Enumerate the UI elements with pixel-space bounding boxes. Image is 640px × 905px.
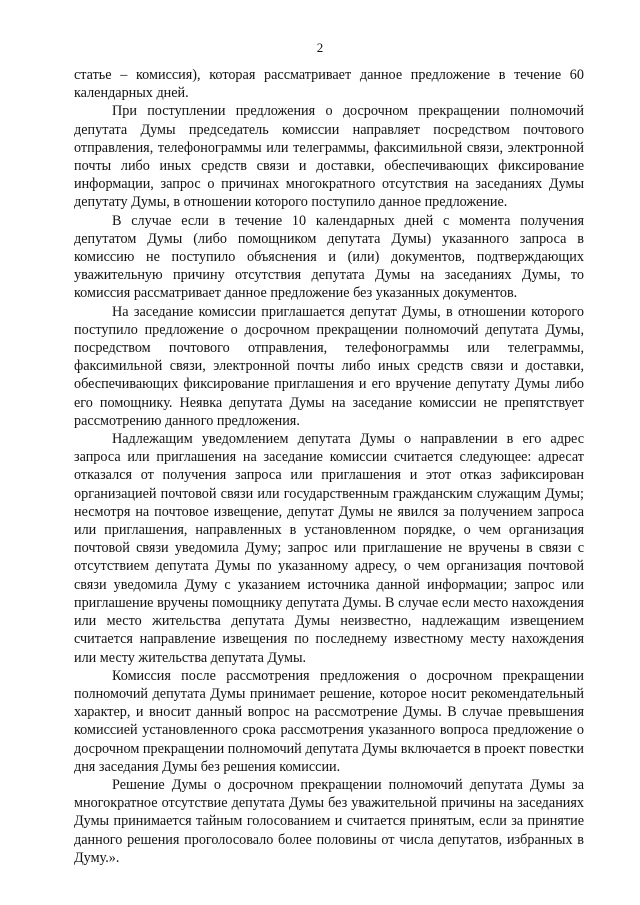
- document-body: [74, 66, 584, 867]
- page-number: 2: [316, 40, 324, 55]
- paragraph-commission-decision: Комиссия после рассмотрения предложения о досрочном прекращении полномочий депутата Думы принимает решение, которое носит рекомендательный характер, и вносит данный вопрос на рассмотрение Думы. В случае превышения комиссией установленного срока рассмотрения указанного вопроса предложение о досрочном прекращении полномочий депутата Думы включается в проект повестки дня заседания Думы без решения комиссии.: [74, 667, 584, 775]
- paragraph-request-procedure: При поступлении предложения о досрочном прекращении полномочий депутата Думы председатель комиссии направляет посредством почтового отправления, телефонограммы или телеграммы, факсимильной связи, электронной почты либо иных средств связи и доставки, обеспечивающих фиксирование информации, запрос о причинах многократного отсутствия на заседаниях Думы депутату Думы, в отношении которого поступило данное предложение.: [74, 103, 584, 211]
- paragraph-invitation: На заседание комиссии приглашается депутат Думы, в отношении которого поступило предложение о досрочном прекращении полномочий депутата Думы, посредством почтового отправления, телефонограммы или телеграммы, факсимильной связи, электронной почты либо иных средств связи и доставки, обеспечивающих фиксирование приглашения и его вручение депутату Думы либо его помощнику. Неявка депутата Думы на заседание комиссии не препятствует рассмотрению данного предложения.: [74, 303, 584, 429]
- paragraph-continuation: статье – комиссия), которая рассматривает данное предложение в течение 60 календарных дней.: [74, 67, 584, 102]
- paragraph-duma-decision: Решение Думы о досрочном прекращении полномочий депутата Думы за многократное отсутствие депутата Думы без уважительной причины на заседаниях Думы принимается тайным голосованием и считается принятым, если за принятие данного решения проголосовало более половины от числа депутатов, избранных в Думу.».: [74, 776, 584, 866]
- paragraph-proper-notification: Надлежащим уведомлением депутата Думы о направлении в его адрес запроса или приглашения на заседание комиссии считается следующее: адресат отказался от получения запроса или приглашения и этот отказ зафиксирован организацией почтовой связи или государственным гражданским служащим Думы; несмотря на почтовое извещение, депутат Думы не явился за получением запроса или приглашения, направленных в установленном порядке, о чем организация почтовой связи уведомила Думу; запрос или приглашение не вручены в связи с отсутствием депутата Думы по указанному адресу, о чем организация почтовой связи уведомила Думу с указанием источника данной информации; запрос или приглашение вручены помощнику депутата Думы. В случае если место нахождения или место жительства депутата Думы неизвестно, надлежащим извещением считается направление извещения по последнему известному месту нахождения или месту жительства депутата Думы.: [74, 431, 584, 666]
- paragraph-no-explanation: В случае если в течение 10 календарных дней с момента получения депутатом Думы (либо помощником депутата Думы) указанного запроса в комиссию не поступило объяснения и (или) документов, подтверждающих уважительную причину отсутствия депутата Думы на заседаниях Думы, то комиссия рассматривает данное предложение без указанных документов.: [74, 212, 584, 302]
